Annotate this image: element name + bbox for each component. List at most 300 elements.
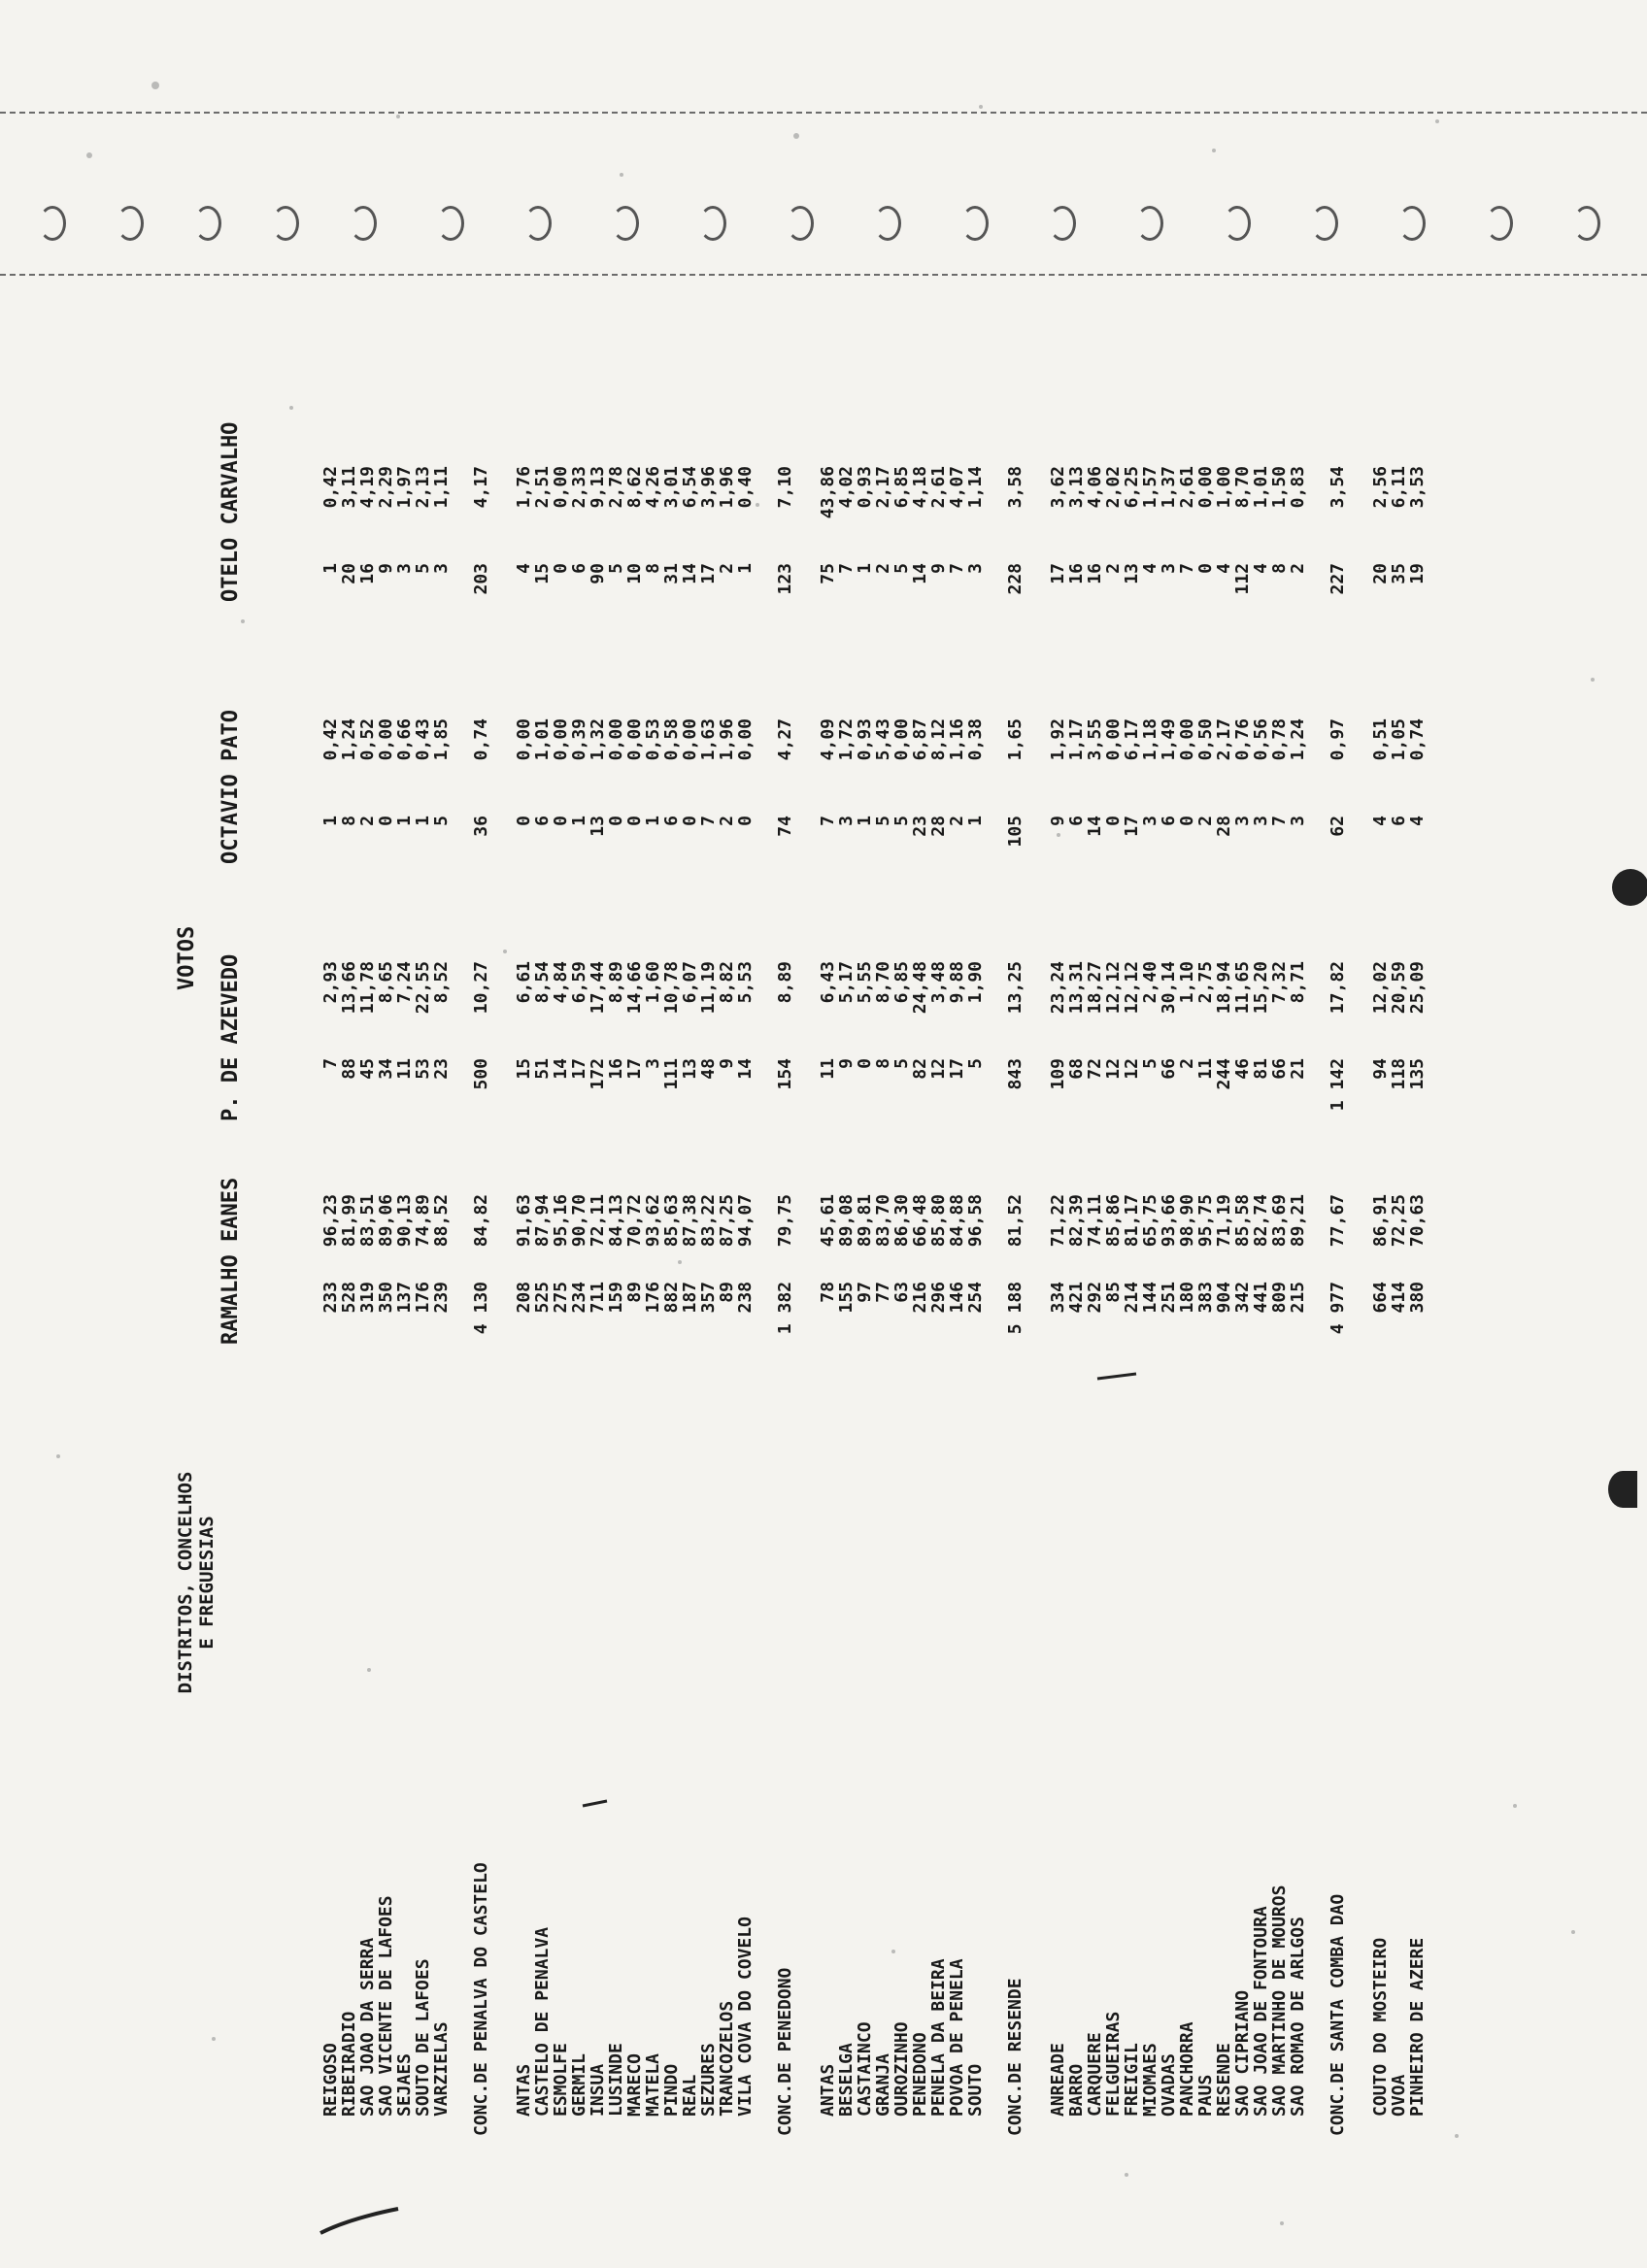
vote-percent-3: 0,52 bbox=[357, 718, 378, 761]
row-name: PINHEIRO DE AZERE bbox=[1407, 1937, 1428, 2117]
vote-count-2: 500 bbox=[471, 1058, 491, 1090]
vote-count-3: 74 bbox=[775, 816, 795, 837]
vote-percent-1: 85,80 bbox=[928, 1194, 949, 1248]
vote-percent-4: 2,61 bbox=[928, 466, 949, 509]
row-name: CONC.DE PENEDONO bbox=[775, 1967, 795, 2136]
vote-count-1: 275 bbox=[551, 1282, 571, 1314]
vote-percent-3: 1,24 bbox=[339, 718, 359, 761]
vote-percent-4: 8,62 bbox=[624, 466, 645, 509]
vote-count-3: 0 bbox=[680, 816, 700, 826]
vote-count-1: 215 bbox=[1288, 1282, 1308, 1314]
vote-percent-1: 86,30 bbox=[891, 1194, 912, 1248]
vote-count-1: 441 bbox=[1251, 1282, 1271, 1314]
row-name: CONC.DE SANTA COMBA DAO bbox=[1328, 1893, 1348, 2136]
vote-count-1: 350 bbox=[376, 1282, 396, 1314]
vote-percent-1: 85,86 bbox=[1103, 1194, 1124, 1248]
vote-percent-4: 43,86 bbox=[818, 466, 838, 519]
row-name: REAL bbox=[680, 2074, 700, 2117]
vote-count-1: 5 188 bbox=[1005, 1282, 1025, 1335]
vote-percent-3: 1,24 bbox=[1288, 718, 1308, 761]
vote-percent-1: 93,62 bbox=[643, 1194, 663, 1248]
vote-count-2: 1 142 bbox=[1328, 1058, 1348, 1112]
row-name: CONC.DE PENALVA DO CASTELO bbox=[471, 1862, 491, 2136]
vote-percent-2: 11,65 bbox=[1232, 961, 1253, 1015]
vote-count-4: 17 bbox=[698, 563, 719, 584]
vote-count-3: 3 bbox=[1288, 816, 1308, 826]
vote-count-4: 2 bbox=[1288, 563, 1308, 574]
vote-count-3: 28 bbox=[928, 816, 949, 837]
vote-percent-3: 1,92 bbox=[1048, 718, 1068, 761]
vote-count-1: 334 bbox=[1048, 1282, 1068, 1314]
vote-percent-3: 0,97 bbox=[1328, 718, 1348, 761]
vote-count-1: 664 bbox=[1370, 1282, 1391, 1314]
vote-count-2: 11 bbox=[1195, 1058, 1216, 1080]
vote-percent-2: 18,94 bbox=[1214, 961, 1234, 1015]
vote-percent-4: 2,02 bbox=[1103, 466, 1124, 509]
vote-count-1: 180 bbox=[1177, 1282, 1197, 1314]
vote-count-4: 16 bbox=[357, 563, 378, 584]
vote-count-1: 809 bbox=[1269, 1282, 1290, 1314]
vote-percent-1: 77,67 bbox=[1328, 1194, 1348, 1248]
vote-count-4: 17 bbox=[1048, 563, 1068, 584]
vote-count-3: 4 bbox=[1370, 816, 1391, 826]
vote-count-1: 319 bbox=[357, 1282, 378, 1314]
vote-count-1: 187 bbox=[680, 1282, 700, 1314]
vote-percent-2: 17,82 bbox=[1328, 961, 1348, 1015]
vote-count-3: 17 bbox=[1122, 816, 1142, 837]
vote-count-1: 238 bbox=[735, 1282, 756, 1314]
vote-percent-2: 8,82 bbox=[717, 961, 737, 1004]
vote-percent-1: 79,75 bbox=[775, 1194, 795, 1248]
vote-count-4: 16 bbox=[1066, 563, 1087, 584]
vote-percent-1: 89,81 bbox=[855, 1194, 875, 1248]
row-name: SAO JOAO DA SERRA bbox=[357, 1937, 378, 2117]
vote-count-2: 118 bbox=[1389, 1058, 1409, 1090]
vote-count-3: 6 bbox=[1066, 816, 1087, 826]
vote-count-1: 342 bbox=[1232, 1282, 1253, 1314]
vote-count-4: 20 bbox=[1370, 563, 1391, 584]
vote-count-3: 3 bbox=[1140, 816, 1160, 826]
vote-percent-4: 2,51 bbox=[532, 466, 553, 509]
vote-count-4: 14 bbox=[910, 563, 930, 584]
vote-count-2: 48 bbox=[698, 1058, 719, 1080]
vote-percent-4: 4,26 bbox=[643, 466, 663, 509]
vote-count-4: 35 bbox=[1389, 563, 1409, 584]
vote-percent-4: 4,19 bbox=[357, 466, 378, 509]
vote-percent-4: 4,18 bbox=[910, 466, 930, 509]
vote-percent-4: 3,53 bbox=[1407, 466, 1428, 509]
vote-count-2: 5 bbox=[965, 1058, 986, 1069]
vote-percent-4: 0,00 bbox=[551, 466, 571, 509]
vote-count-3: 5 bbox=[891, 816, 912, 826]
vote-count-3: 1 bbox=[569, 816, 589, 826]
row-name: BARRO bbox=[1066, 2063, 1087, 2117]
vote-percent-1: 81,17 bbox=[1122, 1194, 1142, 1248]
vote-count-3: 2 bbox=[1195, 816, 1216, 826]
vote-percent-2: 6,85 bbox=[891, 961, 912, 1004]
vote-percent-2: 13,31 bbox=[1066, 961, 1087, 1015]
vote-percent-1: 83,69 bbox=[1269, 1194, 1290, 1248]
vote-percent-2: 10,78 bbox=[661, 961, 682, 1015]
vote-percent-2: 20,59 bbox=[1389, 961, 1409, 1015]
vote-count-2: 82 bbox=[910, 1058, 930, 1080]
vote-count-3: 2 bbox=[947, 816, 967, 826]
vote-count-2: 12 bbox=[928, 1058, 949, 1080]
vote-count-1: 414 bbox=[1389, 1282, 1409, 1314]
vote-percent-4: 3,96 bbox=[698, 466, 719, 509]
vote-count-1: 176 bbox=[413, 1282, 433, 1314]
vote-percent-1: 82,74 bbox=[1251, 1194, 1271, 1248]
vote-count-1: 144 bbox=[1140, 1282, 1160, 1314]
vote-percent-2: 5,53 bbox=[735, 961, 756, 1004]
vote-count-2: 11 bbox=[394, 1058, 415, 1080]
vote-percent-1: 87,38 bbox=[680, 1194, 700, 1248]
vote-percent-3: 0,74 bbox=[471, 718, 491, 761]
row-name: CASTAINCO bbox=[855, 2021, 875, 2117]
vote-count-1: 421 bbox=[1066, 1282, 1087, 1314]
vote-count-1: 176 bbox=[643, 1282, 663, 1314]
vote-count-1: 251 bbox=[1159, 1282, 1179, 1314]
vote-percent-3: 1,96 bbox=[717, 718, 737, 761]
vote-percent-2: 7,24 bbox=[394, 961, 415, 1004]
vote-count-3: 5 bbox=[873, 816, 893, 826]
vote-percent-1: 72,11 bbox=[588, 1194, 608, 1248]
vote-count-3: 9 bbox=[1048, 816, 1068, 826]
vote-count-3: 62 bbox=[1328, 816, 1348, 837]
vote-percent-1: 91,63 bbox=[514, 1194, 534, 1248]
vote-count-4: 2 bbox=[717, 563, 737, 574]
vote-count-1: 89 bbox=[624, 1282, 645, 1303]
vote-count-1: 146 bbox=[947, 1282, 967, 1314]
row-name: OVADAS bbox=[1159, 2052, 1179, 2117]
vote-percent-3: 1,18 bbox=[1140, 718, 1160, 761]
vote-count-4: 9 bbox=[928, 563, 949, 574]
vote-count-3: 8 bbox=[339, 816, 359, 826]
vote-percent-4: 4,06 bbox=[1085, 466, 1105, 509]
vote-percent-3: 0,00 bbox=[735, 718, 756, 761]
vote-percent-1: 94,07 bbox=[735, 1194, 756, 1248]
vote-percent-1: 84,88 bbox=[947, 1194, 967, 1248]
vote-count-2: 17 bbox=[569, 1058, 589, 1080]
vote-percent-1: 84,13 bbox=[606, 1194, 626, 1248]
vote-percent-4: 8,70 bbox=[1232, 466, 1253, 509]
vote-count-2: 3 bbox=[643, 1058, 663, 1069]
row-name: MIOMAES bbox=[1140, 2043, 1160, 2117]
vote-percent-1: 89,06 bbox=[376, 1194, 396, 1248]
vote-percent-2: 18,27 bbox=[1085, 961, 1105, 1015]
row-name: PENELA DA BEIRA bbox=[928, 1958, 949, 2117]
vote-count-4: 5 bbox=[606, 563, 626, 574]
vote-count-1: 711 bbox=[588, 1282, 608, 1314]
vote-count-2: 68 bbox=[1066, 1058, 1087, 1080]
vote-percent-4: 2,78 bbox=[606, 466, 626, 509]
vote-percent-1: 86,91 bbox=[1370, 1194, 1391, 1248]
vote-count-3: 1 bbox=[320, 816, 341, 826]
vote-percent-3: 0,00 bbox=[551, 718, 571, 761]
vote-count-1: 4 130 bbox=[471, 1282, 491, 1335]
vote-count-1: 137 bbox=[394, 1282, 415, 1314]
vote-percent-1: 81,99 bbox=[339, 1194, 359, 1248]
vote-count-3: 6 bbox=[661, 816, 682, 826]
vote-count-2: 135 bbox=[1407, 1058, 1428, 1090]
row-name: POVOA DE PENELA bbox=[947, 1958, 967, 2117]
vote-percent-4: 6,11 bbox=[1389, 466, 1409, 509]
vote-percent-2: 11,78 bbox=[357, 961, 378, 1015]
row-name: PENEDONO bbox=[910, 2032, 930, 2117]
vote-percent-4: 4,02 bbox=[836, 466, 857, 509]
row-name: OVOA bbox=[1389, 2074, 1409, 2117]
row-name: PAUS bbox=[1195, 2074, 1216, 2117]
vote-count-4: 75 bbox=[818, 563, 838, 584]
vote-count-1: 208 bbox=[514, 1282, 534, 1314]
vote-count-1: 89 bbox=[717, 1282, 737, 1303]
vote-percent-4: 1,01 bbox=[1251, 466, 1271, 509]
vote-percent-3: 0,78 bbox=[1269, 718, 1290, 761]
vote-count-3: 3 bbox=[1232, 816, 1253, 826]
vote-percent-1: 66,48 bbox=[910, 1194, 930, 1248]
vote-percent-3: 1,05 bbox=[1389, 718, 1409, 761]
vote-count-2: 244 bbox=[1214, 1058, 1234, 1090]
vote-percent-3: 4,09 bbox=[818, 718, 838, 761]
vote-percent-4: 2,17 bbox=[873, 466, 893, 509]
vote-count-4: 6 bbox=[569, 563, 589, 574]
row-name: CARQUERE bbox=[1085, 2032, 1105, 2117]
vote-count-2: 172 bbox=[588, 1058, 608, 1090]
vote-percent-3: 3,55 bbox=[1085, 718, 1105, 761]
row-name: BESELGA bbox=[836, 2043, 857, 2117]
vote-count-1: 214 bbox=[1122, 1282, 1142, 1314]
candidate-ramalho-eanes: RAMALHO EANES bbox=[218, 1177, 243, 1345]
vote-count-3: 5 bbox=[431, 816, 452, 826]
vote-count-1: 904 bbox=[1214, 1282, 1234, 1314]
vote-count-4: 31 bbox=[661, 563, 682, 584]
vote-count-4: 4 bbox=[1140, 563, 1160, 574]
vote-percent-4: 1,97 bbox=[394, 466, 415, 509]
vote-count-2: 23 bbox=[431, 1058, 452, 1080]
vote-count-4: 0 bbox=[1195, 563, 1216, 574]
vote-count-1: 239 bbox=[431, 1282, 452, 1314]
vote-percent-2: 8,89 bbox=[606, 961, 626, 1004]
row-name: OUROZINHO bbox=[891, 2021, 912, 2117]
vote-percent-2: 14,66 bbox=[624, 961, 645, 1015]
vote-count-3: 0 bbox=[551, 816, 571, 826]
vote-count-4: 9 bbox=[376, 563, 396, 574]
vote-percent-3: 0,93 bbox=[855, 718, 875, 761]
vote-count-1: 383 bbox=[1195, 1282, 1216, 1314]
vote-count-2: 66 bbox=[1159, 1058, 1179, 1080]
vote-percent-1: 83,22 bbox=[698, 1194, 719, 1248]
vote-count-2: 81 bbox=[1251, 1058, 1271, 1080]
candidate-octavio-pato: OCTAVIO PATO bbox=[218, 710, 243, 864]
vote-count-4: 7 bbox=[836, 563, 857, 574]
vote-percent-1: 90,70 bbox=[569, 1194, 589, 1248]
vote-percent-2: 8,70 bbox=[873, 961, 893, 1004]
vote-percent-4: 1,76 bbox=[514, 466, 534, 509]
row-name: SAO MARTINHO DE MOUROS bbox=[1269, 1884, 1290, 2117]
vote-percent-3: 0,50 bbox=[1195, 718, 1216, 761]
rotated-results-table bbox=[175, 155, 1583, 2252]
vote-percent-4: 1,11 bbox=[431, 466, 452, 509]
vote-count-2: 8 bbox=[873, 1058, 893, 1069]
vote-percent-4: 1,57 bbox=[1140, 466, 1160, 509]
vote-count-1: 882 bbox=[661, 1282, 682, 1314]
vote-count-4: 1 bbox=[855, 563, 875, 574]
vote-percent-1: 71,19 bbox=[1214, 1194, 1234, 1248]
vote-percent-2: 2,40 bbox=[1140, 961, 1160, 1004]
vote-count-4: 3 bbox=[394, 563, 415, 574]
row-name: ANTAS bbox=[514, 2063, 534, 2117]
vote-count-3: 0 bbox=[606, 816, 626, 826]
vote-count-1: 1 382 bbox=[775, 1282, 795, 1335]
vote-count-2: 11 bbox=[818, 1058, 838, 1080]
vote-percent-1: 70,63 bbox=[1407, 1194, 1428, 1248]
vote-percent-2: 2,93 bbox=[320, 961, 341, 1004]
vote-percent-2: 5,55 bbox=[855, 961, 875, 1004]
vote-count-3: 1 bbox=[394, 816, 415, 826]
vote-count-4: 227 bbox=[1328, 563, 1348, 595]
vote-percent-2: 15,20 bbox=[1251, 961, 1271, 1015]
vote-percent-1: 74,89 bbox=[413, 1194, 433, 1248]
row-name: VARZIELAS bbox=[431, 2021, 452, 2117]
vote-percent-1: 89,08 bbox=[836, 1194, 857, 1248]
vote-count-3: 1 bbox=[965, 816, 986, 826]
vote-count-4: 228 bbox=[1005, 563, 1025, 595]
vote-percent-3: 0,43 bbox=[413, 718, 433, 761]
vote-count-2: 34 bbox=[376, 1058, 396, 1080]
vote-count-4: 19 bbox=[1407, 563, 1428, 584]
vote-percent-4: 6,54 bbox=[680, 466, 700, 509]
vote-count-4: 112 bbox=[1232, 563, 1253, 595]
table-heading bbox=[175, 1418, 218, 1748]
vote-count-2: 5 bbox=[1140, 1058, 1160, 1069]
vote-percent-1: 70,72 bbox=[624, 1194, 645, 1248]
vote-count-4: 4 bbox=[514, 563, 534, 574]
vote-percent-2: 24,48 bbox=[910, 961, 930, 1015]
vote-percent-2: 7,32 bbox=[1269, 961, 1290, 1004]
vote-percent-1: 95,75 bbox=[1195, 1194, 1216, 1248]
vote-percent-4: 1,00 bbox=[1214, 466, 1234, 509]
vote-count-2: 7 bbox=[320, 1058, 341, 1069]
vote-count-4: 4 bbox=[1251, 563, 1271, 574]
row-name: RESENDE bbox=[1214, 2043, 1234, 2117]
vote-count-4: 2 bbox=[873, 563, 893, 574]
vote-percent-3: 1,72 bbox=[836, 718, 857, 761]
vote-count-4: 14 bbox=[680, 563, 700, 584]
row-name: SEJAES bbox=[394, 2052, 415, 2117]
vote-percent-3: 5,43 bbox=[873, 718, 893, 761]
candidate-otelo-carvalho: OTELO CARVALHO bbox=[218, 421, 243, 602]
vote-count-3: 6 bbox=[1159, 816, 1179, 826]
vote-count-1: 63 bbox=[891, 1282, 912, 1303]
vote-percent-3: 1,17 bbox=[1066, 718, 1087, 761]
vote-count-3: 0 bbox=[624, 816, 645, 826]
vote-percent-3: 1,01 bbox=[532, 718, 553, 761]
vote-count-2: 2 bbox=[1177, 1058, 1197, 1069]
vote-count-3: 105 bbox=[1005, 816, 1025, 848]
vote-percent-4: 0,42 bbox=[320, 466, 341, 509]
vote-count-1: 292 bbox=[1085, 1282, 1105, 1314]
vote-percent-3: 0,00 bbox=[606, 718, 626, 761]
vote-count-3: 0 bbox=[1177, 816, 1197, 826]
vote-percent-2: 25,09 bbox=[1407, 961, 1428, 1015]
vote-percent-4: 0,00 bbox=[1195, 466, 1216, 509]
vote-percent-4: 2,13 bbox=[413, 466, 433, 509]
vote-percent-4: 2,61 bbox=[1177, 466, 1197, 509]
vote-percent-1: 85,63 bbox=[661, 1194, 682, 1248]
row-name: SAO VICENTE DE LAFOES bbox=[376, 1895, 396, 2117]
vote-percent-3: 1,85 bbox=[431, 718, 452, 761]
vote-percent-2: 11,19 bbox=[698, 961, 719, 1015]
vote-percent-2: 8,89 bbox=[775, 961, 795, 1004]
row-name: RIBEIRADIO bbox=[339, 2011, 359, 2117]
vote-count-2: 843 bbox=[1005, 1058, 1025, 1090]
vote-count-4: 5 bbox=[413, 563, 433, 574]
vote-count-3: 3 bbox=[836, 816, 857, 826]
vote-percent-3: 0,00 bbox=[891, 718, 912, 761]
vote-count-2: 15 bbox=[514, 1058, 534, 1080]
vote-count-1: 4 977 bbox=[1328, 1282, 1348, 1335]
vote-count-3: 0 bbox=[514, 816, 534, 826]
vote-count-3: 2 bbox=[717, 816, 737, 826]
vote-count-4: 3 bbox=[965, 563, 986, 574]
row-name: ANTAS bbox=[818, 2063, 838, 2117]
vote-percent-4: 9,13 bbox=[588, 466, 608, 509]
row-name: SOUTO DE LAFOES bbox=[413, 1958, 433, 2117]
vote-percent-4: 3,01 bbox=[661, 466, 682, 509]
vote-count-4: 16 bbox=[1085, 563, 1105, 584]
vote-count-4: 20 bbox=[339, 563, 359, 584]
vote-percent-1: 88,52 bbox=[431, 1194, 452, 1248]
vote-count-4: 3 bbox=[1159, 563, 1179, 574]
row-name: MATELA bbox=[643, 2052, 663, 2117]
row-name: INSUA bbox=[588, 2063, 608, 2117]
vote-percent-2: 6,59 bbox=[569, 961, 589, 1004]
vote-percent-4: 3,13 bbox=[1066, 466, 1087, 509]
vote-percent-3: 1,16 bbox=[947, 718, 967, 761]
vote-count-2: 14 bbox=[735, 1058, 756, 1080]
vote-count-4: 1 bbox=[320, 563, 341, 574]
vote-count-2: 88 bbox=[339, 1058, 359, 1080]
row-name: ANREADE bbox=[1048, 2043, 1068, 2117]
vote-count-4: 2 bbox=[1103, 563, 1124, 574]
vote-percent-3: 6,17 bbox=[1122, 718, 1142, 761]
vote-count-2: 16 bbox=[606, 1058, 626, 1080]
vote-count-3: 7 bbox=[818, 816, 838, 826]
vote-count-1: 78 bbox=[818, 1282, 838, 1303]
vote-percent-2: 6,07 bbox=[680, 961, 700, 1004]
vote-percent-4: 1,37 bbox=[1159, 466, 1179, 509]
vote-count-3: 0 bbox=[376, 816, 396, 826]
vote-count-2: 14 bbox=[551, 1058, 571, 1080]
vote-count-2: 13 bbox=[680, 1058, 700, 1080]
vote-percent-2: 12,02 bbox=[1370, 961, 1391, 1015]
vote-percent-2: 8,65 bbox=[376, 961, 396, 1004]
vote-count-1: 234 bbox=[569, 1282, 589, 1314]
vote-count-4: 15 bbox=[532, 563, 553, 584]
vote-percent-3: 1,65 bbox=[1005, 718, 1025, 761]
vote-count-1: 296 bbox=[928, 1282, 949, 1314]
vote-count-3: 7 bbox=[698, 816, 719, 826]
vote-percent-4: 6,25 bbox=[1122, 466, 1142, 509]
row-name: VILA COVA DO COVELO bbox=[735, 1917, 756, 2117]
vote-percent-2: 2,75 bbox=[1195, 961, 1216, 1004]
vote-count-2: 109 bbox=[1048, 1058, 1068, 1090]
vote-percent-3: 1,32 bbox=[588, 718, 608, 761]
vote-percent-2: 8,71 bbox=[1288, 961, 1308, 1004]
vote-percent-1: 85,58 bbox=[1232, 1194, 1253, 1248]
vote-percent-1: 74,11 bbox=[1085, 1194, 1105, 1248]
vote-percent-2: 1,10 bbox=[1177, 961, 1197, 1004]
